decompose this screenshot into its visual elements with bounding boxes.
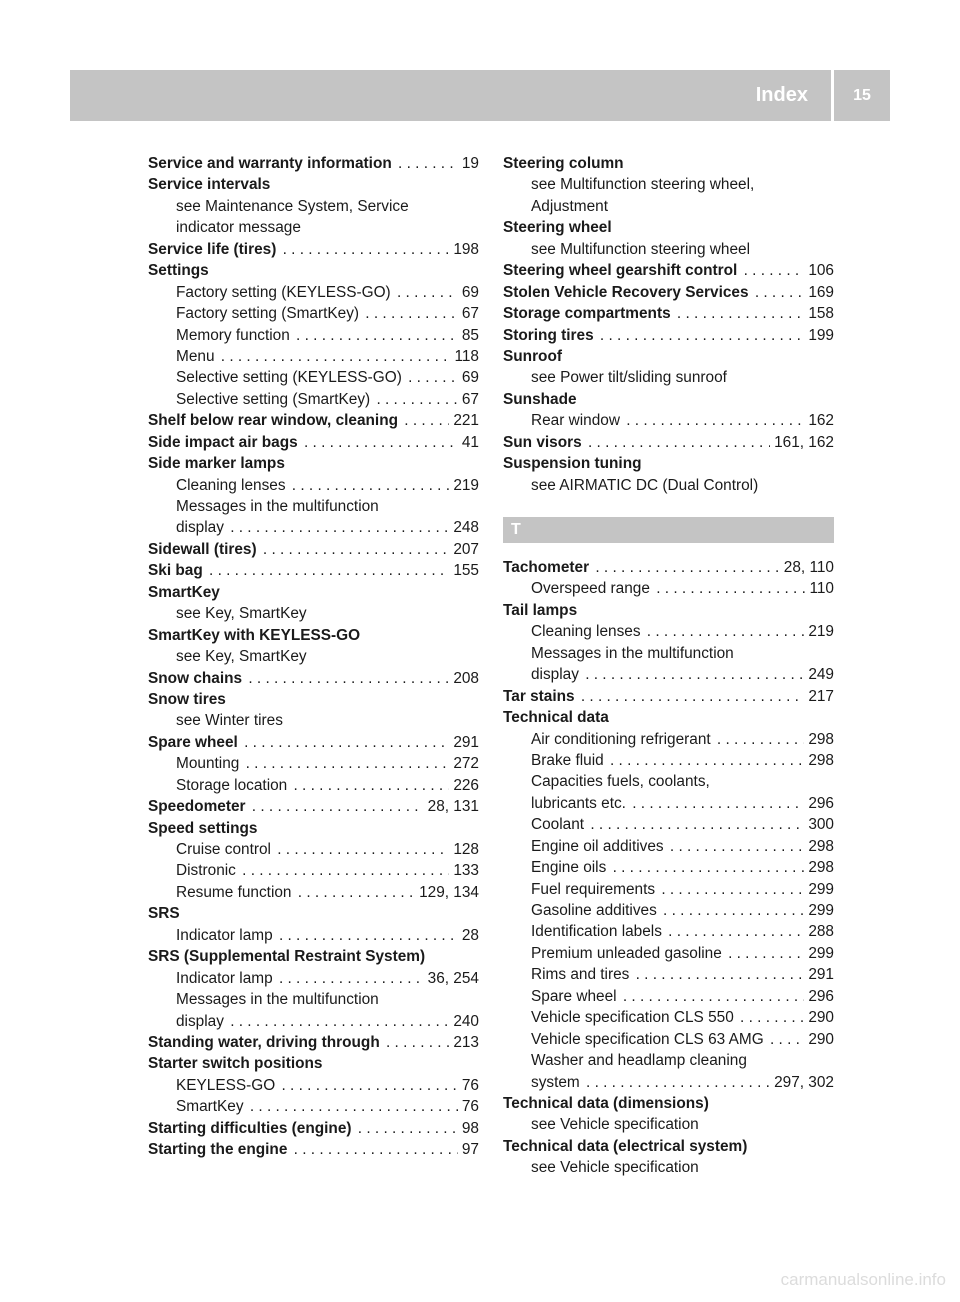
entry-text: KEYLESS-GO bbox=[176, 1076, 276, 1094]
entry-text: Factory setting (SmartKey) bbox=[176, 305, 360, 323]
entry-page-ref: 219 bbox=[804, 621, 834, 642]
index-subentry bbox=[148, 1096, 479, 1117]
entry-text: Service life (tires) bbox=[148, 240, 277, 258]
index-entry bbox=[503, 1136, 834, 1157]
entry-text: Speedometer bbox=[148, 798, 246, 816]
entry-text: Technical data (dimensions) bbox=[503, 1094, 709, 1112]
entry-page-ref: 298 bbox=[804, 729, 834, 750]
entry-text: indicator message bbox=[176, 219, 301, 237]
entry-page-ref: 298 bbox=[804, 836, 834, 857]
entry-text: Factory setting (KEYLESS-GO) bbox=[176, 283, 391, 301]
entry-page-ref: 297, 302 bbox=[770, 1072, 834, 1093]
entry-text: Ski bag bbox=[148, 562, 203, 580]
entry-text: Engine oil additives bbox=[531, 837, 664, 855]
entry-page-ref: 76 bbox=[458, 1096, 479, 1117]
entry-text: Spare wheel bbox=[531, 987, 617, 1005]
index-entry bbox=[148, 239, 479, 260]
index-subentry bbox=[503, 793, 834, 814]
entry-page-ref: 291 bbox=[804, 964, 834, 985]
index-entry bbox=[503, 153, 834, 174]
entry-text: Service and warranty information bbox=[148, 155, 392, 172]
entry-text: Settings bbox=[148, 262, 209, 280]
entry-text: Mounting bbox=[176, 755, 240, 773]
entry-page-ref: 69 bbox=[458, 367, 479, 388]
index-group-s bbox=[503, 153, 834, 496]
entry-page-ref: 240 bbox=[449, 1011, 479, 1032]
entry-page-ref: 97 bbox=[458, 1139, 479, 1160]
entry-text: Storing tires bbox=[503, 326, 594, 344]
index-subentry bbox=[503, 814, 834, 835]
entry-text: Sunroof bbox=[503, 347, 562, 365]
entry-text: Selective setting (SmartKey) bbox=[176, 390, 371, 408]
index-subentry bbox=[503, 836, 834, 857]
entry-text: see Multifunction steering wheel, bbox=[531, 176, 755, 194]
entry-page-ref: 291 bbox=[449, 732, 479, 753]
entry-text: Coolant bbox=[531, 816, 585, 834]
entry-text: Engine oils bbox=[531, 859, 607, 877]
index-subentry bbox=[503, 664, 834, 685]
entry-text: system bbox=[531, 1073, 580, 1091]
index-subentry bbox=[148, 517, 479, 538]
entry-page-ref: 67 bbox=[458, 389, 479, 410]
index-entry bbox=[503, 303, 834, 324]
entry-page-ref: 299 bbox=[804, 900, 834, 921]
entry-text: Washer and headlamp cleaning bbox=[531, 1052, 747, 1070]
index-entry bbox=[503, 1093, 834, 1114]
index-entry bbox=[148, 668, 479, 689]
index-entry bbox=[503, 557, 834, 578]
entry-page-ref: 169 bbox=[804, 282, 834, 303]
index-entry bbox=[148, 453, 479, 474]
entry-page-ref: 248 bbox=[449, 517, 479, 538]
entry-page-ref: 296 bbox=[804, 986, 834, 1007]
index-entry bbox=[148, 732, 479, 753]
index-entry bbox=[148, 410, 479, 431]
index-entry bbox=[148, 260, 479, 281]
entry-text: Indicator lamp bbox=[176, 926, 273, 944]
entry-text: see Key, SmartKey bbox=[176, 605, 307, 623]
index-subentry bbox=[148, 989, 479, 1010]
index-entry bbox=[503, 432, 834, 453]
index-subentry bbox=[148, 925, 479, 946]
index-subentry bbox=[503, 943, 834, 964]
entry-page-ref: 110 bbox=[805, 578, 834, 599]
entry-page-ref: 298 bbox=[804, 857, 834, 878]
entry-text: Capacities fuels, coolants, bbox=[531, 773, 710, 791]
index-subentry bbox=[503, 771, 834, 792]
entry-page-ref: 128 bbox=[449, 839, 479, 860]
entry-page-ref: 118 bbox=[450, 346, 479, 367]
index-entry bbox=[503, 686, 834, 707]
index-entry bbox=[148, 174, 479, 195]
index-entry bbox=[503, 282, 834, 303]
entry-text: see Multifunction steering wheel bbox=[531, 240, 751, 258]
entry-text: display bbox=[176, 1012, 224, 1030]
index-subentry bbox=[148, 325, 479, 346]
index-subentry bbox=[503, 475, 834, 496]
index-subentry bbox=[503, 750, 834, 771]
entry-page-ref: 106 bbox=[804, 260, 834, 281]
entry-text: SmartKey with KEYLESS-GO bbox=[148, 626, 361, 644]
entry-page-ref: 288 bbox=[804, 921, 834, 942]
entry-page-ref: 299 bbox=[804, 943, 834, 964]
entry-text: Rims and tires bbox=[531, 966, 630, 984]
index-entry bbox=[148, 560, 479, 581]
entry-page-ref: 69 bbox=[458, 282, 479, 303]
entry-text: Side impact air bags bbox=[148, 433, 298, 451]
entry-page-ref: 161, 162 bbox=[770, 432, 834, 453]
entry-text: Rear window bbox=[531, 412, 620, 430]
entry-text: Spare wheel bbox=[148, 733, 238, 751]
entry-page-ref: 290 bbox=[804, 1007, 834, 1028]
entry-text: Memory function bbox=[176, 326, 290, 344]
index-subentry bbox=[148, 196, 479, 217]
entry-page-ref: 67 bbox=[458, 303, 479, 324]
index-column-right bbox=[503, 153, 834, 1179]
entry-text: Starter switch positions bbox=[148, 1055, 323, 1073]
entry-text: Sidewall (tires) bbox=[148, 540, 257, 558]
entry-text: Technical data bbox=[503, 709, 609, 727]
index-subentry bbox=[148, 968, 479, 989]
entry-page-ref: 155 bbox=[449, 560, 479, 581]
index-subentry bbox=[503, 857, 834, 878]
entry-text: Starting difficulties (engine) bbox=[148, 1119, 352, 1137]
page-number: 15 bbox=[853, 87, 871, 104]
index-subentry bbox=[148, 775, 479, 796]
index-entry bbox=[503, 707, 834, 728]
entry-text: see Key, SmartKey bbox=[176, 648, 307, 666]
index-entry bbox=[148, 946, 479, 967]
entry-text: Selective setting (KEYLESS-GO) bbox=[176, 369, 402, 387]
index-entry bbox=[148, 1053, 479, 1074]
entry-text: Identification labels bbox=[531, 923, 662, 941]
entry-text: Overspeed range bbox=[531, 580, 650, 598]
entry-text: Tar stains bbox=[503, 687, 575, 705]
index-subentry bbox=[503, 1050, 834, 1071]
index-subentry bbox=[503, 964, 834, 985]
index-subentry bbox=[148, 860, 479, 881]
entry-text: Standing water, driving through bbox=[148, 1033, 380, 1051]
index-entry bbox=[148, 689, 479, 710]
index-entry bbox=[148, 1118, 479, 1139]
entry-text: see Vehicle specification bbox=[531, 1159, 699, 1177]
entry-text: Steering wheel bbox=[503, 219, 612, 237]
entry-text: see Winter tires bbox=[176, 712, 283, 730]
index-subentry bbox=[148, 603, 479, 624]
entry-text: SRS (Supplemental Restraint System) bbox=[148, 948, 426, 966]
entry-text: Adjustment bbox=[531, 197, 608, 215]
entry-page-ref: 298 bbox=[804, 750, 834, 771]
entry-text: display bbox=[176, 519, 224, 537]
index-subentry bbox=[503, 621, 834, 642]
index-column-left bbox=[148, 153, 479, 1161]
entry-text: Messages in the multifunction bbox=[176, 498, 379, 515]
entry-page-ref: 76 bbox=[458, 1075, 479, 1096]
entry-text: Brake fluid bbox=[531, 751, 604, 769]
entry-text: Sunshade bbox=[503, 390, 577, 408]
entry-text: SmartKey bbox=[176, 1098, 244, 1116]
index-entry bbox=[148, 1032, 479, 1053]
entry-text: Cruise control bbox=[176, 841, 271, 858]
watermark: carmanualsonline.info bbox=[780, 1270, 946, 1289]
index-subentry bbox=[148, 303, 479, 324]
entry-text: Messages in the multifunction bbox=[531, 644, 734, 662]
entry-page-ref: 207 bbox=[449, 539, 479, 560]
entry-text: Distronic bbox=[176, 862, 236, 880]
entry-page-ref: 299 bbox=[804, 879, 834, 900]
entry-page-ref: 300 bbox=[804, 814, 834, 835]
entry-text: Tail lamps bbox=[503, 601, 578, 619]
index-entry bbox=[148, 539, 479, 560]
index-subentry bbox=[148, 646, 479, 667]
entry-page-ref: 85 bbox=[458, 325, 479, 346]
entry-text: Snow tires bbox=[148, 690, 226, 708]
index-subentry bbox=[503, 879, 834, 900]
entry-text: Technical data (electrical system) bbox=[503, 1137, 748, 1155]
entry-text: Speed settings bbox=[148, 819, 258, 837]
index-entry bbox=[503, 389, 834, 410]
entry-text: see AIRMATIC DC (Dual Control) bbox=[531, 476, 759, 494]
index-subentry bbox=[503, 1029, 834, 1050]
index-entry bbox=[503, 346, 834, 367]
entry-page-ref: 217 bbox=[804, 686, 834, 707]
entry-text: Stolen Vehicle Recovery Services bbox=[503, 283, 749, 301]
index-entry bbox=[503, 217, 834, 238]
index-subentry bbox=[148, 389, 479, 410]
index-group-t bbox=[503, 557, 834, 1179]
index-subentry bbox=[148, 475, 479, 496]
index-subentry bbox=[148, 346, 479, 367]
entry-text: Menu bbox=[176, 347, 215, 365]
entry-page-ref: 272 bbox=[449, 753, 479, 774]
entry-text: Fuel requirements bbox=[531, 880, 656, 898]
index-entry bbox=[503, 453, 834, 474]
index-subentry bbox=[148, 839, 479, 860]
index-subentry bbox=[148, 282, 479, 303]
entry-text: Cleaning lenses bbox=[531, 623, 641, 641]
index-subentry bbox=[503, 1072, 834, 1093]
page-header-band bbox=[70, 70, 890, 121]
entry-page-ref: 28, 131 bbox=[424, 796, 479, 817]
entry-text: lubricants etc. bbox=[531, 794, 626, 812]
index-subentry bbox=[503, 729, 834, 750]
entry-text: Premium unleaded gasoline bbox=[531, 944, 722, 962]
entry-text: Tachometer bbox=[503, 559, 590, 576]
entry-text: Messages in the multifunction bbox=[176, 991, 379, 1009]
index-entry bbox=[503, 325, 834, 346]
entry-text: Snow chains bbox=[148, 669, 243, 687]
index-subentry bbox=[503, 410, 834, 431]
entry-page-ref: 19 bbox=[458, 153, 479, 174]
index-entry bbox=[503, 600, 834, 621]
index-entry bbox=[148, 625, 479, 646]
entry-page-ref: 208 bbox=[449, 668, 479, 689]
index-entry bbox=[148, 903, 479, 924]
entry-page-ref: 198 bbox=[449, 239, 479, 260]
index-subentry bbox=[148, 1011, 479, 1032]
index-subentry bbox=[503, 986, 834, 1007]
index-entry bbox=[503, 260, 834, 281]
index-entry bbox=[148, 796, 479, 817]
index-subentry bbox=[148, 367, 479, 388]
index-subentry bbox=[503, 174, 834, 195]
index-subentry bbox=[148, 710, 479, 731]
index-subentry bbox=[503, 1114, 834, 1135]
entry-text: Indicator lamp bbox=[176, 969, 273, 987]
index-entry bbox=[148, 582, 479, 603]
entry-text: Service intervals bbox=[148, 176, 271, 194]
entry-text: Vehicle specification CLS 63 AMG bbox=[531, 1030, 764, 1048]
entry-text: Air conditioning refrigerant bbox=[531, 730, 711, 748]
index-subentry bbox=[148, 217, 479, 238]
entry-text: Storage compartments bbox=[503, 305, 671, 323]
index-subentry bbox=[148, 1075, 479, 1096]
entry-text: see Power tilt/sliding sunroof bbox=[531, 369, 727, 387]
index-title: Index bbox=[755, 84, 808, 106]
entry-page-ref: 28, 110 bbox=[780, 557, 834, 578]
entry-text: SmartKey bbox=[148, 583, 220, 601]
entry-text: Shelf below rear window, cleaning bbox=[148, 412, 398, 430]
entry-page-ref: 213 bbox=[449, 1032, 479, 1053]
index-entry bbox=[148, 153, 479, 174]
entry-text: Steering wheel gearshift control bbox=[503, 262, 738, 280]
entry-page-ref: 199 bbox=[804, 325, 834, 346]
index-subentry bbox=[148, 882, 479, 903]
entry-page-ref: 129, 134 bbox=[415, 882, 479, 903]
entry-page-ref: 290 bbox=[804, 1029, 834, 1050]
entry-text: display bbox=[531, 666, 579, 684]
index-subentry bbox=[503, 900, 834, 921]
index-entry bbox=[148, 432, 479, 453]
entry-page-ref: 98 bbox=[458, 1118, 479, 1139]
entry-page-ref: 133 bbox=[449, 860, 479, 881]
entry-text: Storage location bbox=[176, 776, 288, 794]
entry-page-ref: 296 bbox=[804, 793, 834, 814]
entry-page-ref: 226 bbox=[449, 775, 479, 796]
entry-text: Cleaning lenses bbox=[176, 476, 286, 494]
entry-page-ref: 28 bbox=[458, 925, 479, 946]
section-letter-band: T bbox=[503, 517, 834, 543]
entry-page-ref: 219 bbox=[449, 475, 479, 496]
entry-text: SRS bbox=[148, 905, 180, 923]
entry-text: Side marker lamps bbox=[148, 455, 285, 473]
index-subentry bbox=[503, 239, 834, 260]
entry-page-ref: 36, 254 bbox=[424, 968, 479, 989]
entry-page-ref: 221 bbox=[449, 410, 479, 431]
entry-text: Steering column bbox=[503, 155, 624, 172]
entry-page-ref: 249 bbox=[804, 664, 834, 685]
index-subentry bbox=[503, 643, 834, 664]
entry-page-ref: 41 bbox=[458, 432, 479, 453]
entry-text: Suspension tuning bbox=[503, 455, 642, 473]
index-entry bbox=[148, 1139, 479, 1160]
index-subentry bbox=[503, 196, 834, 217]
entry-text: Gasoline additives bbox=[531, 902, 657, 919]
entry-text: see Vehicle specification bbox=[531, 1116, 699, 1134]
index-entry bbox=[148, 818, 479, 839]
entry-text: see Maintenance System, Service bbox=[176, 197, 409, 215]
entry-text: Resume function bbox=[176, 883, 292, 901]
index-subentry bbox=[503, 1157, 834, 1178]
index-subentry bbox=[503, 921, 834, 942]
entry-page-ref: 158 bbox=[804, 303, 834, 324]
entry-page-ref: 162 bbox=[804, 410, 834, 431]
index-subentry bbox=[503, 367, 834, 388]
entry-text: Sun visors bbox=[503, 433, 582, 451]
entry-text: Vehicle specification CLS 550 bbox=[531, 1009, 734, 1027]
index-subentry bbox=[148, 753, 479, 774]
index-subentry bbox=[148, 496, 479, 517]
index-subentry bbox=[503, 578, 834, 599]
entry-text: Starting the engine bbox=[148, 1141, 288, 1159]
index-subentry bbox=[503, 1007, 834, 1028]
